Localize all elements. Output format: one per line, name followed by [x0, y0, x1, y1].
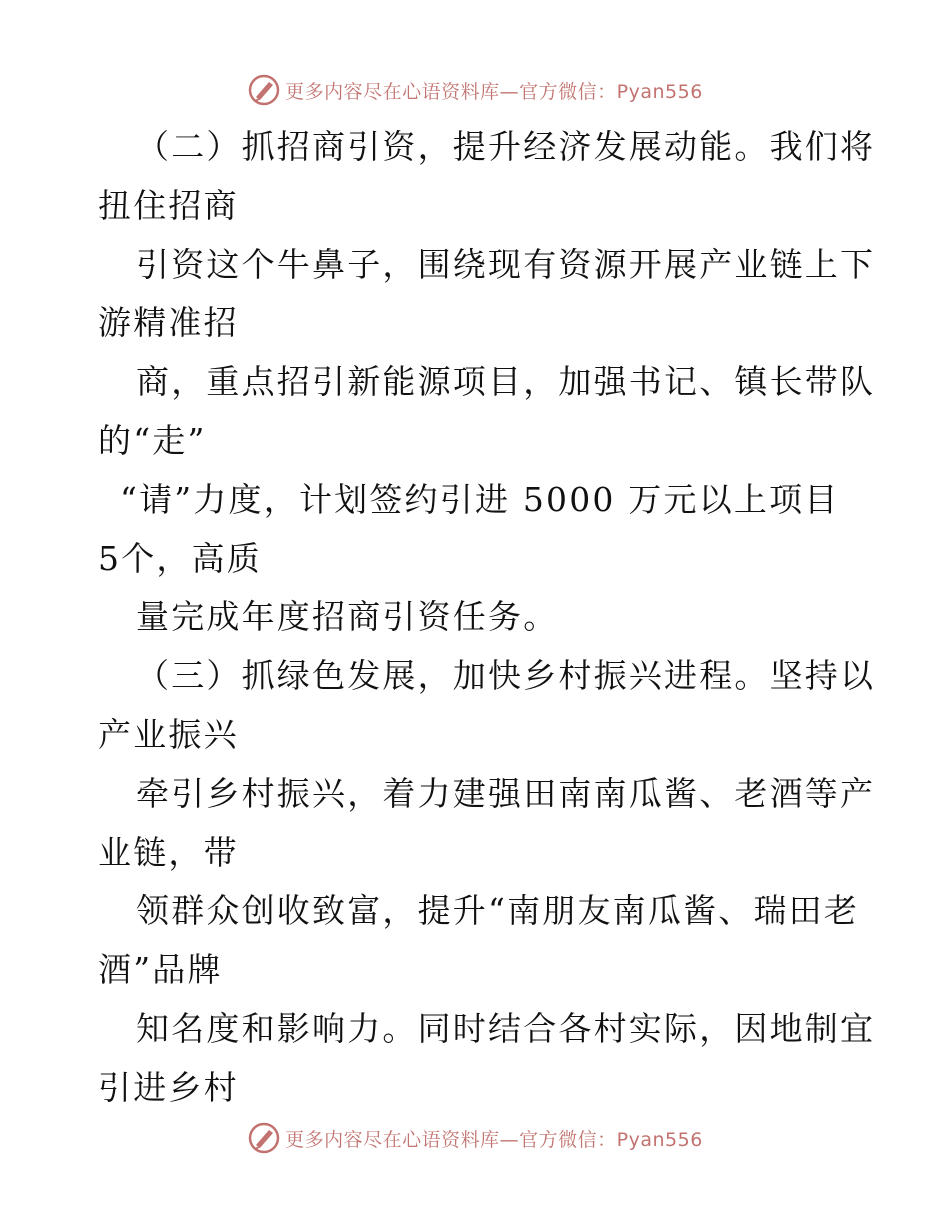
paragraph-line: 业链，带 [98, 832, 239, 872]
paragraph-line: 扭住招商 [98, 185, 239, 225]
paragraph-line: 知名度和影响力。同时结合各村实际，因地制宜 [136, 1008, 876, 1048]
paragraph-line: 牵引乡村振兴，着力建强田南南瓜酱、老酒等产 [136, 773, 876, 813]
paragraph-line: 游精准招 [98, 303, 239, 343]
document-body [98, 118, 876, 1118]
paragraph-line: 商，重点招引新能源项目，加强书记、镇长带队 [136, 362, 876, 402]
header-watermark [0, 70, 950, 110]
watermark-text: 更多内容尽在心语资料库—官方微信：Pyan556 [285, 80, 703, 103]
paragraph-line: （二）抓招商引资，提升经济发展动能。我们将 [136, 127, 876, 166]
paragraph-line: 酒”品牌 [98, 950, 223, 990]
watermark-text: 更多内容尽在心语资料库—官方微信：Pyan556 [285, 1128, 703, 1151]
paragraph-line: 引资这个牛鼻子，围绕现有资源开展产业链上下 [136, 244, 876, 284]
paragraph-line: 产业振兴 [98, 714, 239, 754]
pen-seal-icon [247, 1121, 281, 1155]
paragraph-line: 量完成年度招商引资任务。 [136, 597, 559, 637]
paragraph-line: “请”力度，计划签约引进 5000 万元以上项目 [120, 479, 840, 519]
paragraph-line: 引进乡村 [98, 1067, 239, 1107]
paragraph-line: 的“走” [98, 420, 207, 460]
paragraph-line: 领群众创收致富，提升“南朋友南瓜酱、瑞田老 [136, 891, 860, 931]
pen-seal-icon [247, 73, 281, 107]
paragraph-line: 5个，高质 [98, 538, 262, 578]
paragraph-line: （三）抓绿色发展，加快乡村振兴进程。坚持以 [136, 656, 876, 696]
footer-watermark [0, 1118, 950, 1158]
